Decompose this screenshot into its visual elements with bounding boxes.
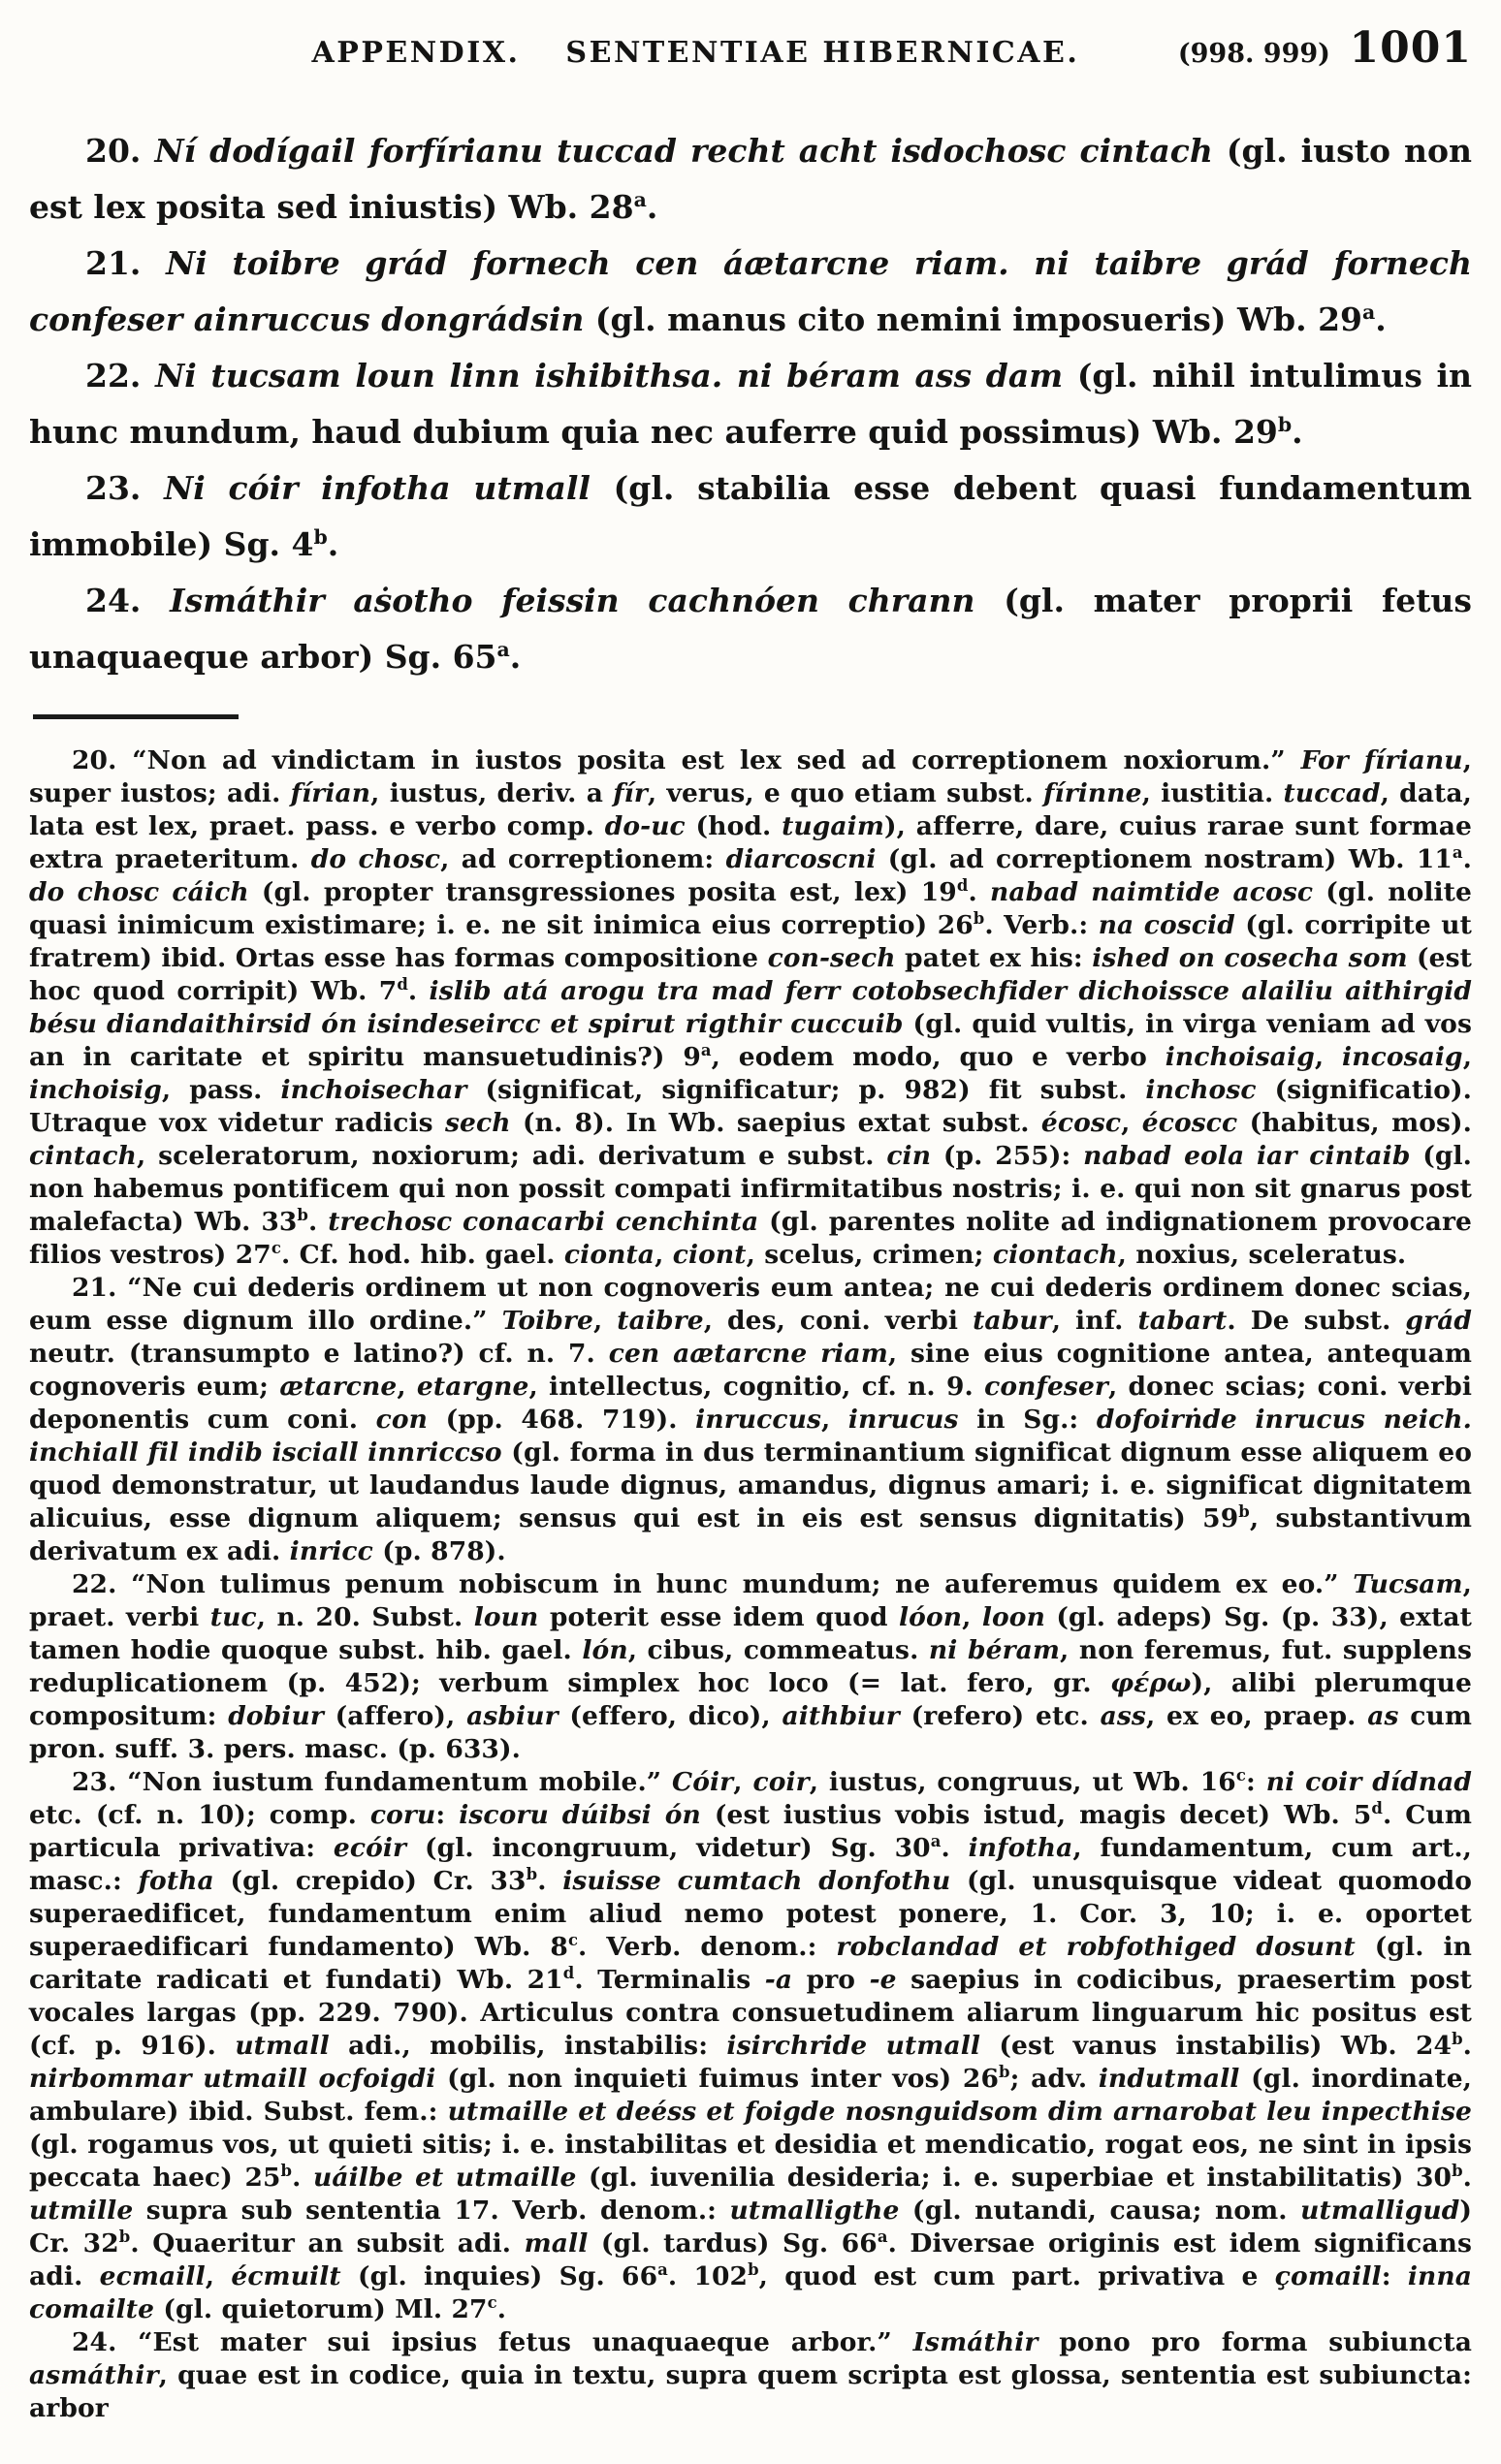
irish-italic-run: fotha (138, 1866, 214, 1896)
manuscript-ref-superscript: b (973, 909, 985, 929)
irish-italic-run: cionta (563, 1240, 655, 1270)
latin-roman-run: , quod est cum part. privativa e (758, 2261, 1275, 2291)
manuscript-ref-superscript: a (633, 188, 647, 211)
manuscript-ref-superscript: c (487, 2293, 497, 2313)
latin-roman-run: poterit esse idem quod (538, 1602, 900, 1632)
latin-roman-run: , (820, 1405, 848, 1435)
irish-italic-run: Tucsam (1353, 1569, 1463, 1599)
latin-roman-run: . Verb.: (984, 910, 1099, 940)
footnote-20 (29, 744, 1472, 1272)
latin-roman-run: (gl. propter transgressiones posita est, lex) 19 (248, 877, 957, 907)
latin-roman-run: , donec scias; coni. verbi deponentis cum coni. (29, 1372, 1472, 1435)
latin-roman-run: 20. “Non ad vindictam in iustos posita est lex sed ad correptionem noxiorum.” (72, 745, 1301, 775)
manuscript-ref-superscript: b (313, 525, 328, 549)
manuscript-ref-superscript: a (877, 2227, 888, 2247)
irish-italic-run: do-uc (604, 811, 686, 841)
latin-roman-run: (affero), (323, 1701, 467, 1731)
latin-roman-run: . (292, 2163, 313, 2193)
latin-roman-run: , sine eius cognitione antea, antequam cognoveris eum; (29, 1339, 1472, 1402)
irish-italic-run: isuisse cumtach donfothu (562, 1866, 951, 1896)
latin-roman-run: ), afferre, dare, cuius rarae sunt formae extra praeteritum. (29, 811, 1473, 874)
irish-italic-run: indutmall (1098, 2064, 1240, 2094)
irish-italic-run: confeser (984, 1372, 1108, 1402)
latin-roman-run: (hod. (685, 811, 782, 841)
irish-italic-run: isirchride utmall (726, 2031, 981, 2061)
latin-roman-run: 21. “Ne cui dederis ordinem ut non cognoveris eum antea; ne cui dederis ordinem donec scias, eum esse dignum illo ordine.” (29, 1273, 1472, 1336)
latin-roman-run: (habitus, mos). (1237, 1108, 1472, 1138)
manuscript-ref-superscript: a (930, 1832, 942, 1851)
latin-roman-run: . 102 (667, 2261, 749, 2291)
latin-roman-run: 20. (85, 132, 155, 170)
irish-italic-run: do chosc (310, 844, 441, 874)
irish-italic-run: ished on cosecha som (1092, 943, 1408, 973)
sentence-24 (29, 573, 1472, 685)
irish-italic-run: utmall (235, 2031, 330, 2061)
latin-roman-run: , (397, 1372, 417, 1402)
latin-roman-run: , ex eo, praep. (1145, 1701, 1368, 1731)
footnote-21 (29, 1272, 1472, 1568)
irish-italic-run: iscoru dúibsi ón (459, 1800, 701, 1830)
irish-italic-run: loun (473, 1602, 539, 1632)
latin-roman-run: (gl. non inquieti fuimus inter vos) 26 (435, 2064, 999, 2094)
latin-roman-run: (gl. mater proprii fetus unaquaeque arbor) Sg. 65 (29, 582, 1473, 676)
latin-roman-run: (gl. parentes nolite ad indignationem provocare filios vestros) 27 (29, 1207, 1473, 1270)
latin-roman-run: . De subst. (1227, 1306, 1406, 1336)
manuscript-ref-superscript: a (496, 638, 510, 661)
irish-italic-run: inna comailte (29, 2261, 1472, 2324)
irish-italic-run: robclandad et robfothiged dosunt (836, 1932, 1356, 1962)
latin-roman-run: (est hoc quod corripit) Wb. 7 (29, 943, 1473, 1006)
manuscript-ref-superscript: b (1452, 2162, 1463, 2181)
irish-italic-run: incosaig (1342, 1042, 1463, 1072)
latin-roman-run: , quae est in codice, quia in textu, supra quem scripta est glossa, sententia est subiuncta: arbor (29, 2360, 1472, 2423)
latin-roman-run: , praet. verbi (29, 1569, 1472, 1632)
latin-roman-run: , cibus, commeatus. (627, 1635, 929, 1665)
irish-italic-run: écoscc (1141, 1108, 1238, 1138)
irish-italic-run: lón (582, 1635, 628, 1665)
irish-italic-run: -a (764, 1965, 793, 1995)
irish-italic-run: uáilbe et utmaille (312, 2163, 577, 2193)
irish-italic-run: dofoirṅde inrucus neich. inchiall fil indib isciall innriccso (29, 1405, 1472, 1468)
irish-italic-run: trechosc conacarbi cenchinta (328, 1207, 759, 1237)
latin-roman-run: , (962, 1602, 982, 1632)
manuscript-ref-superscript: c (1235, 1766, 1246, 1785)
manuscript-ref-superscript: b (280, 2162, 293, 2181)
latin-roman-run: . (1462, 844, 1472, 874)
manuscript-ref-superscript: b (748, 2260, 759, 2280)
latin-roman-run: , iustus, deriv. a (370, 778, 614, 808)
latin-roman-run: 24. (85, 582, 171, 619)
latin-roman-run: (gl. nutandi, causa; nom. (899, 2195, 1301, 2226)
latin-roman-run: (p. 255): (931, 1141, 1084, 1171)
latin-roman-run: , (1314, 1042, 1343, 1072)
irish-italic-run: mall (524, 2228, 589, 2259)
latin-roman-run: , fundamentum, cum art., masc.: (29, 1833, 1472, 1896)
latin-roman-run: , pass. (161, 1075, 281, 1105)
irish-italic-run: fír (613, 778, 648, 808)
manuscript-ref-superscript: c (271, 1239, 281, 1258)
page-header (29, 23, 1472, 73)
irish-italic-run: tuccad (1283, 778, 1381, 808)
irish-italic-run: tabart (1137, 1306, 1228, 1336)
irish-italic-run: Ismáthir (912, 2327, 1038, 2357)
latin-roman-run: ), alibi plerumque compositum: (29, 1668, 1472, 1731)
latin-roman-run: (p. 878). (372, 1536, 506, 1566)
manuscript-ref-superscript: a (1452, 843, 1463, 863)
manuscript-ref-superscript: b (1452, 2030, 1463, 2049)
latin-roman-run: (gl. nihil intulimus in hunc mundum, haud dubium quia nec auferre quid possimus) Wb. 29 (29, 357, 1473, 451)
latin-roman-run: supra sub sententia 17. Verb. denom.: (133, 2195, 730, 2226)
irish-italic-run: nabad naimtide acosc (989, 877, 1314, 907)
latin-roman-run: cum pron. suff. 3. pers. masc. (p. 633). (29, 1701, 1473, 1764)
latin-roman-run: saepius in codicibus, praesertim post vocales largas (pp. 229. 790). Articulus contra consuetudinem aliarum linguarum hic positus est (cf. p. 916). (29, 1965, 1472, 2061)
running-title-appendix: APPENDIX. (311, 36, 521, 70)
irish-italic-run: inricc (289, 1536, 373, 1566)
latin-roman-run: . Cum particula privativa: (29, 1800, 1472, 1863)
irish-italic-run: asmáthir (29, 2360, 159, 2390)
irish-italic-run: ecmaill (99, 2261, 206, 2291)
footnote-23 (29, 1766, 1472, 2326)
latin-roman-run: . (968, 877, 990, 907)
latin-roman-run: . (509, 638, 522, 676)
irish-italic-run: inchoisaig (1165, 1042, 1315, 1072)
latin-roman-run: . (496, 2294, 507, 2324)
manuscript-ref-superscript: b (118, 2227, 131, 2247)
manuscript-ref-superscript: b (526, 1865, 538, 1884)
irish-italic-run: con-sech (767, 943, 896, 973)
irish-italic-run: fírinne (1043, 778, 1142, 808)
irish-italic-run: as (1367, 1701, 1399, 1731)
manuscript-ref-superscript: a (700, 1041, 712, 1060)
irish-italic-run: islib atá arogu tra mad ferr cotobsechfider dichoissce alailiu aithirgid bésu diandaithirsid ón isindeseircc et spirut rigthir cuccuib (29, 976, 1473, 1039)
latin-roman-run: 22. “Non tulimus penum nobiscum in hunc mundum; ne auferemus quidem ex eo.” (72, 1569, 1354, 1599)
irish-italic-run: nabad eola iar cintaib (1083, 1141, 1411, 1171)
latin-roman-run: , verus, e quo etiam subst. (647, 778, 1044, 808)
irish-italic-run: ciont (672, 1240, 747, 1270)
latin-roman-run: (pp. 468. 719). (428, 1405, 696, 1435)
manuscript-ref-superscript: d (397, 975, 408, 995)
irish-italic-run: Ní dodígail forfírianu tuccad recht acht isdochosc cintach (154, 132, 1213, 170)
manuscript-ref-superscript: b (297, 1206, 308, 1225)
manuscript-ref-superscript: b (998, 2063, 1010, 2082)
latin-roman-run: , inf. (1051, 1306, 1138, 1336)
latin-roman-run: (gl. manus cito nemini imposueris) Wb. 29 (584, 300, 1363, 338)
irish-italic-run: loon (981, 1602, 1045, 1632)
sentence-22 (29, 348, 1472, 460)
latin-roman-run: (gl. inquies) Sg. 66 (340, 2261, 658, 2291)
latin-roman-run: , non feremus, fut. supplens reduplicationem (p. 452); verbum simplex hoc loco (= lat. fero, gr. (29, 1635, 1472, 1698)
latin-roman-run: , data, lata est lex, praet. pass. e verbo comp. (29, 778, 1472, 841)
latin-roman-run: . (941, 1833, 969, 1863)
latin-roman-run: . Terminalis (574, 1965, 765, 1995)
latin-roman-run: 21. (85, 244, 167, 282)
latin-roman-run: , (733, 1767, 753, 1797)
latin-roman-run: . (1292, 413, 1303, 451)
running-title-section: SENTENTIAE HIBERNICAE. (565, 36, 1080, 70)
irish-italic-run: nirbommar utmaill ocfoigdi (29, 2064, 436, 2094)
irish-italic-run: tabur (973, 1306, 1052, 1336)
irish-italic-run: ni béram (928, 1635, 1061, 1665)
irish-italic-run: Ni toibre grád fornech cen áætarcne riam. ni taibre grád fornech confeser ainruccus dongrádsin (29, 244, 1472, 338)
irish-italic-run: ecóir (333, 1833, 407, 1863)
running-title (213, 36, 1178, 70)
latin-roman-run: , substantivum derivatum ex adi. (29, 1503, 1472, 1566)
latin-roman-run: (gl. non habemus pontificem qui non possit compati infirmitatibus nostris; i. e. qui non sit gnarus post malefacta) Wb. 33 (29, 1141, 1472, 1237)
latin-roman-run: (n. 8). In Wb. saepius extat subst. (510, 1108, 1041, 1138)
irish-italic-run: coru (369, 1800, 436, 1830)
sentence-21 (29, 236, 1472, 348)
irish-italic-run: Ni tucsam loun linn ishibithsa. ni béram ass dam (155, 357, 1064, 395)
irish-italic-run: ass (1100, 1701, 1146, 1731)
latin-roman-run: (gl. ad correptionem nostram) Wb. 11 (876, 844, 1453, 874)
latin-roman-run: (gl. iuvenilia desideria; i. e. superbiae et instabilitatis) 30 (576, 2163, 1453, 2193)
irish-italic-run: tuc (209, 1602, 257, 1632)
latin-roman-run: ) Cr. 32 (29, 2195, 1472, 2259)
latin-roman-run: (est vanus instabilis) Wb. 24 (980, 2031, 1453, 2061)
irish-italic-run: etargne (416, 1372, 529, 1402)
manuscript-ref-superscript: b (1238, 1502, 1250, 1522)
latin-roman-run: adi., mobilis, instabilis: (329, 2031, 727, 2061)
latin-roman-run: (effero, dico), (558, 1701, 782, 1731)
irish-italic-run: sech (445, 1108, 511, 1138)
irish-italic-run: φέρω (1110, 1668, 1192, 1698)
irish-italic-run: ætarcne (279, 1372, 398, 1402)
irish-italic-run: lóon (899, 1602, 963, 1632)
latin-roman-run: . Verb. denom.: (578, 1932, 837, 1962)
latin-roman-run: (gl. incongruum, videtur) Sg. 30 (406, 1833, 931, 1863)
latin-roman-run: , (655, 1240, 673, 1270)
irish-italic-run: -e (869, 1965, 897, 1995)
latin-roman-run: (est iustius vobis istud, magis decet) Wb. 5 (700, 1800, 1372, 1830)
manuscript-ref-superscript: d (562, 1964, 575, 1983)
latin-roman-run: (gl. quid vultis, in virga veniam ad vos an in caritate et spiritu mansuetudinis?) 9 (29, 1009, 1472, 1072)
irish-italic-run: infotha (968, 1833, 1073, 1863)
latin-roman-run: : (1245, 1767, 1266, 1797)
latin-roman-run: (refero) etc. (899, 1701, 1101, 1731)
irish-italic-run: inrucus (847, 1405, 959, 1435)
irish-italic-run: For fírianu (1300, 745, 1463, 775)
irish-italic-run: na coscid (1098, 910, 1235, 940)
latin-roman-run: , n. 20. Subst. (256, 1602, 474, 1632)
footnote-separator-rule (33, 714, 239, 719)
irish-italic-run: coir (752, 1767, 810, 1797)
latin-roman-run: 22. (85, 357, 156, 395)
latin-roman-run: 23. (85, 469, 165, 507)
latin-roman-run: , iustitia. (1141, 778, 1284, 808)
irish-italic-run: cen aætarcne riam (608, 1339, 888, 1369)
footnote-24 (29, 2326, 1472, 2425)
latin-roman-run: (gl. crepido) Cr. 33 (213, 1866, 527, 1896)
latin-roman-run: (gl. adeps) Sg. (p. 33), extat tamen hodie quoque subst. hib. gael. (29, 1602, 1472, 1665)
irish-italic-run: dobiur (228, 1701, 324, 1731)
latin-roman-run: : (435, 1800, 460, 1830)
irish-italic-run: fírian (290, 778, 371, 808)
latin-roman-run: (significatio). Utraque vox videtur radicis (29, 1075, 1473, 1138)
latin-roman-run: , (205, 2261, 232, 2291)
latin-roman-run: , ad correptionem: (440, 844, 726, 874)
latin-roman-run: , des, coni. verbi (703, 1306, 974, 1336)
manuscript-ref-superscript: d (956, 876, 969, 896)
irish-italic-run: ciontach (992, 1240, 1118, 1270)
irish-italic-run: écosc (1040, 1108, 1122, 1138)
latin-roman-run: , super iustos; adi. (29, 745, 1472, 808)
irish-italic-run: utmalligud (1300, 2195, 1460, 2226)
latin-roman-run: , noxius, sceleratus. (1117, 1240, 1407, 1270)
latin-roman-run: (gl. inordinate, ambulare) ibid. Subst. fem.: (29, 2064, 1473, 2127)
latin-roman-run: , iustus, congruus, ut Wb. 16 (809, 1767, 1236, 1797)
latin-roman-run: etc. (cf. n. 10); comp. (29, 1800, 370, 1830)
irish-italic-run: asbiur (466, 1701, 559, 1731)
manuscript-ref-superscript: b (1277, 413, 1293, 436)
irish-italic-run: Ismáthir aṡotho feissin cachnóen chrann (170, 582, 975, 619)
latin-roman-run: (significat, significatur; p. 982) fit subst. (466, 1075, 1146, 1105)
footnote-22 (29, 1568, 1472, 1766)
footnotes-section (29, 744, 1472, 2425)
manuscript-ref-superscript: a (1362, 300, 1376, 324)
irish-italic-run: utmaille et deéss et foigde nosnguidsom dim arnarobat leu inpecthise (447, 2097, 1472, 2127)
irish-italic-run: tugaim (782, 811, 884, 841)
latin-roman-run: (gl. stabilia esse debent quasi fundamentum immobile) Sg. 4 (29, 469, 1472, 563)
irish-italic-run: con (375, 1405, 429, 1435)
irish-italic-run: taibre (617, 1306, 704, 1336)
latin-roman-run: 23. “Non iustum fundamentum mobile.” (72, 1767, 673, 1797)
irish-italic-run: ni coir dídnad (1265, 1767, 1472, 1797)
latin-roman-run: , (1121, 1108, 1142, 1138)
latin-roman-run: ; adv. (1009, 2064, 1099, 2094)
latin-roman-run: (gl. nolite quasi inimicum existimare; i. e. ne sit inimica eius correptio) 26 (29, 877, 1472, 940)
latin-roman-run: in Sg.: (958, 1405, 1097, 1435)
page-number: 1001 (1349, 23, 1472, 73)
latin-roman-run: (gl. corripite ut fratrem) ibid. Ortas esse has formas compositione (29, 910, 1472, 973)
latin-roman-run: , eodem modo, quo e verbo (711, 1042, 1166, 1072)
irish-italic-run: Cóir (672, 1767, 734, 1797)
latin-roman-run: (gl. rogamus vos, ut quieti sitis; i. e. instabilitas et desidia et mendicatio, rogat eos, ne sint in ipsis peccata haec) 25 (29, 2130, 1472, 2193)
irish-italic-run: inruccus (695, 1405, 821, 1435)
irish-italic-run: utmalligthe (729, 2195, 900, 2226)
latin-roman-run: (gl. in caritate radicati et fundati) Wb. 21 (29, 1932, 1472, 1995)
latin-roman-run: , intellectus, cognitio, cf. n. 9. (528, 1372, 985, 1402)
latin-roman-run: . (646, 188, 658, 226)
latin-roman-run: . Quaeritur an subsit adi. (130, 2228, 525, 2259)
latin-roman-run: . (327, 525, 339, 563)
sentences-section (29, 123, 1472, 685)
latin-roman-run: (gl. tardus) Sg. 66 (588, 2228, 878, 2259)
latin-roman-run: (gl. quietorum) Ml. 27 (154, 2294, 488, 2324)
latin-roman-run: . (1462, 2031, 1472, 2061)
irish-italic-run: inchoisechar (280, 1075, 467, 1105)
manuscript-ref-superscript: a (657, 2260, 668, 2280)
irish-italic-run: aithbiur (782, 1701, 900, 1731)
latin-roman-run: pro (792, 1965, 870, 1995)
latin-roman-run: pono pro forma subiuncta (1038, 2327, 1472, 2357)
manuscript-ref-superscript: c (567, 1931, 579, 1950)
latin-roman-run: : (1381, 2261, 1408, 2291)
irish-italic-run: utmille (29, 2195, 134, 2226)
irish-italic-run: do chosc cáich (29, 877, 249, 907)
irish-italic-run: grád (1405, 1306, 1473, 1336)
sentence-23 (29, 460, 1472, 573)
latin-roman-run: . (407, 976, 430, 1006)
latin-roman-run: , sceleratorum, noxiorum; adi. derivatum e subst. (136, 1141, 887, 1171)
manuscript-ref-superscript: d (1371, 1799, 1383, 1818)
irish-italic-run: cintach (29, 1141, 137, 1171)
latin-roman-run: 24. “Est mater sui ipsius fetus unaquaeque arbor.” (72, 2327, 913, 2357)
latin-roman-run: . (1375, 300, 1387, 338)
irish-italic-run: diarcoscni (725, 844, 877, 874)
irish-italic-run: çomaill (1274, 2261, 1382, 2291)
column-reference: (998. 999) (1177, 39, 1330, 69)
latin-roman-run: (gl. forma in dus terminantium significat dignum esse aliquem eo quod demonstratur, ut laudandus laude dignus, amandus, dignus amari; i. e. significat dignitatem alicuius, esse dignum aliquem; sensus qui est in eis est sensus dignitatis) 59 (29, 1437, 1473, 1533)
page-reference (1178, 23, 1472, 73)
irish-italic-run: cin (886, 1141, 932, 1171)
irish-italic-run: inchoisig (29, 1075, 162, 1105)
latin-roman-run: . Cf. hod. hib. gael. (280, 1240, 564, 1270)
irish-italic-run: Ni cóir infotha utmall (164, 469, 591, 507)
latin-roman-run: . (537, 1866, 563, 1896)
latin-roman-run: . (308, 1207, 329, 1237)
irish-italic-run: inchosc (1145, 1075, 1257, 1105)
latin-roman-run: patet ex his: (895, 943, 1093, 973)
sentence-20 (29, 123, 1472, 236)
irish-italic-run: Toibre (501, 1306, 593, 1336)
latin-roman-run: , (592, 1306, 618, 1336)
latin-roman-run: . (1462, 2163, 1472, 2193)
latin-roman-run: . Diversae originis est idem significans adi. (29, 2228, 1472, 2291)
latin-roman-run: , scelus, crimen; (746, 1240, 993, 1270)
latin-roman-run: neutr. (transumpto e latino?) cf. n. 7. (29, 1339, 609, 1369)
latin-roman-run: (gl. unusquisque videat quomodo superaedificet, fundamentum enim aliud nemo potest ponere, 1. Cor. 3, 10; i. e. oportet superaedificari fundamento) Wb. 8 (29, 1866, 1472, 1962)
latin-roman-run: (gl. iusto non est lex posita sed iniustis) Wb. 28 (29, 132, 1472, 226)
irish-italic-run: écmuilt (231, 2261, 341, 2291)
latin-roman-run: , (1462, 1042, 1473, 1072)
